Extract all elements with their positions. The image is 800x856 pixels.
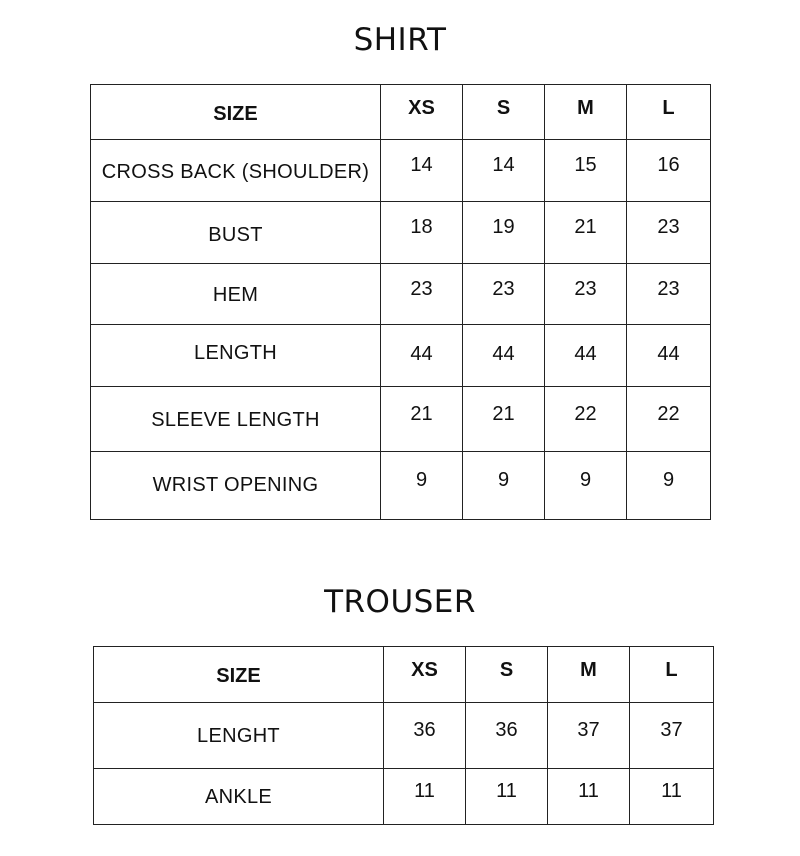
shirt-size-table	[90, 84, 711, 520]
cell-value: 9	[463, 452, 545, 520]
row-label: HEM	[91, 264, 381, 325]
cell-value: 9	[627, 452, 711, 520]
row-label: LENGHT	[94, 703, 384, 769]
header-l: L	[630, 647, 714, 703]
table-header-row	[91, 85, 711, 140]
cell-value: 23	[627, 202, 711, 264]
cell-value: 21	[381, 387, 463, 452]
trouser-title: TROUSER	[324, 584, 476, 620]
header-xs: XS	[384, 647, 466, 703]
cell-value: 36	[466, 703, 548, 769]
table-row	[91, 387, 711, 452]
header-s: S	[463, 85, 545, 140]
table-row	[91, 264, 711, 325]
cell-value: 23	[463, 264, 545, 325]
header-size: SIZE	[91, 85, 381, 140]
header-xs: XS	[381, 85, 463, 140]
header-size: SIZE	[94, 647, 384, 703]
cell-value: 22	[545, 387, 627, 452]
table-row	[91, 140, 711, 202]
table-row	[91, 452, 711, 520]
header-m: M	[545, 85, 627, 140]
row-label: LENGTH	[91, 325, 381, 387]
cell-value: 37	[548, 703, 630, 769]
header-m: M	[548, 647, 630, 703]
cell-value: 23	[627, 264, 711, 325]
cell-value: 16	[627, 140, 711, 202]
cell-value: 37	[630, 703, 714, 769]
cell-value: 44	[627, 325, 711, 387]
cell-value: 22	[627, 387, 711, 452]
row-label: ANKLE	[94, 769, 384, 825]
cell-value: 9	[545, 452, 627, 520]
header-s: S	[466, 647, 548, 703]
cell-value: 9	[381, 452, 463, 520]
header-l: L	[627, 85, 711, 140]
cell-value: 36	[384, 703, 466, 769]
row-label: BUST	[91, 202, 381, 264]
cell-value: 14	[381, 140, 463, 202]
cell-value: 44	[463, 325, 545, 387]
cell-value: 21	[545, 202, 627, 264]
cell-value: 11	[548, 769, 630, 825]
cell-value: 11	[630, 769, 714, 825]
cell-value: 44	[545, 325, 627, 387]
row-label: CROSS BACK (SHOULDER)	[91, 140, 381, 202]
cell-value: 14	[463, 140, 545, 202]
cell-value: 11	[466, 769, 548, 825]
table-row	[91, 202, 711, 264]
trouser-size-table	[93, 646, 714, 825]
table-row	[91, 325, 711, 387]
cell-value: 18	[381, 202, 463, 264]
shirt-title: SHIRT	[353, 22, 447, 58]
cell-value: 21	[463, 387, 545, 452]
cell-value: 44	[381, 325, 463, 387]
cell-value: 15	[545, 140, 627, 202]
row-label: SLEEVE LENGTH	[91, 387, 381, 452]
table-row	[94, 703, 714, 769]
cell-value: 23	[545, 264, 627, 325]
row-label: WRIST OPENING	[91, 452, 381, 520]
cell-value: 23	[381, 264, 463, 325]
table-row	[94, 769, 714, 825]
table-header-row	[94, 647, 714, 703]
cell-value: 11	[384, 769, 466, 825]
cell-value: 19	[463, 202, 545, 264]
